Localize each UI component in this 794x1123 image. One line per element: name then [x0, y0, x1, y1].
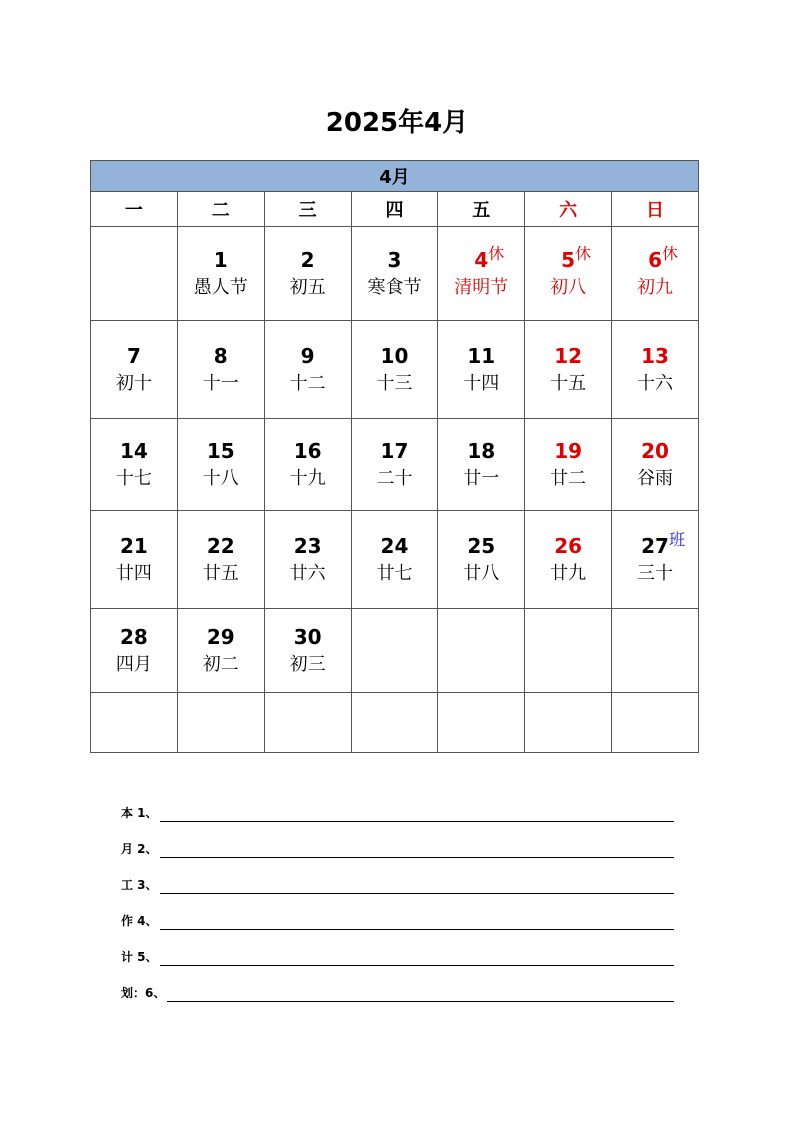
lunar-date: 廿七 [376, 562, 413, 584]
day-number [641, 529, 685, 560]
day-number [294, 623, 322, 651]
day-cell [438, 321, 525, 419]
plan-line-field[interactable] [160, 843, 674, 858]
day-number-text: 23 [293, 533, 322, 558]
day-cell [351, 511, 438, 609]
day-number-text: 5 [561, 247, 576, 272]
lunar-date: 廿六 [289, 562, 326, 584]
day-number-text: 12 [554, 343, 583, 368]
day-cell [91, 511, 178, 609]
day-number-text: 9 [300, 343, 315, 368]
lunar-date: 十四 [463, 372, 500, 394]
empty-day-cell [264, 693, 351, 753]
day-number-text: 22 [206, 533, 235, 558]
day-number [554, 437, 582, 465]
day-number-text: 17 [380, 438, 409, 463]
weekday-header: 一 [91, 192, 178, 227]
day-cell [264, 511, 351, 609]
weekday-header: 日 [612, 192, 699, 227]
holiday-tag: 休 [488, 243, 505, 263]
day-cell [438, 511, 525, 609]
monthly-plan-notes [121, 786, 674, 1002]
plan-line [121, 930, 674, 966]
lunar-date: 十五 [550, 372, 587, 394]
workday-tag: 班 [668, 529, 685, 549]
empty-day-cell [177, 693, 264, 753]
day-number-text: 3 [387, 247, 402, 272]
empty-day-cell [91, 693, 178, 753]
day-number [381, 437, 409, 465]
day-number [301, 246, 315, 274]
day-number-text: 28 [120, 624, 148, 649]
empty-day-cell [351, 609, 438, 693]
day-cell [525, 419, 612, 511]
plan-line-field[interactable] [160, 879, 674, 894]
day-cell [91, 321, 178, 419]
plan-line [121, 858, 674, 894]
lunar-date: 廿四 [115, 562, 152, 584]
plan-line [121, 966, 674, 1002]
day-number [381, 342, 409, 370]
day-number [387, 246, 401, 274]
day-number [120, 437, 148, 465]
lunar-date: 初八 [550, 276, 587, 298]
lunar-date: 寒食节 [367, 276, 422, 298]
plan-line-label: 划：6、 [121, 986, 166, 1000]
day-number-text: 1 [213, 247, 228, 272]
lunar-date: 二十 [376, 467, 413, 489]
plan-line-field[interactable] [160, 951, 674, 966]
day-number [474, 243, 505, 274]
plan-line-field[interactable] [160, 915, 674, 930]
empty-day-cell [438, 693, 525, 753]
day-cell [91, 609, 178, 693]
day-number [554, 342, 582, 370]
day-number-text: 15 [206, 438, 235, 463]
lunar-date: 廿五 [202, 562, 239, 584]
empty-day-cell [612, 609, 699, 693]
day-number-text: 11 [467, 343, 496, 368]
day-number-text: 6 [648, 247, 662, 272]
day-cell [351, 321, 438, 419]
lunar-date: 清明节 [454, 276, 509, 298]
day-number [467, 532, 495, 560]
day-number-text: 19 [554, 438, 583, 463]
plan-line-label: 月 2、 [121, 842, 158, 856]
week-row [91, 609, 699, 693]
weekday-row [91, 192, 699, 227]
day-number [120, 623, 148, 651]
day-cell [438, 419, 525, 511]
lunar-date: 十七 [115, 467, 152, 489]
day-number [294, 437, 322, 465]
empty-day-cell [525, 693, 612, 753]
plan-line-label: 作 4、 [121, 914, 158, 928]
day-number-text: 16 [293, 438, 322, 463]
lunar-date: 廿八 [463, 562, 500, 584]
day-cell [612, 227, 699, 321]
week-row [91, 227, 699, 321]
day-number-text: 18 [467, 438, 496, 463]
day-number-text: 20 [641, 438, 669, 463]
holiday-tag: 休 [661, 243, 678, 263]
day-number-text: 4 [474, 247, 489, 272]
lunar-date: 愚人节 [193, 276, 248, 298]
plan-line [121, 894, 674, 930]
day-number-text: 13 [641, 343, 669, 368]
day-cell [177, 609, 264, 693]
day-cell [264, 419, 351, 511]
day-cell [351, 227, 438, 321]
day-cell [91, 419, 178, 511]
day-cell [177, 227, 264, 321]
month-header-row [91, 161, 699, 192]
day-number [641, 342, 669, 370]
day-number [120, 532, 148, 560]
day-number [214, 342, 228, 370]
plan-line [121, 822, 674, 858]
day-number-text: 30 [293, 624, 322, 649]
day-cell [612, 511, 699, 609]
day-number-text: 25 [467, 533, 496, 558]
lunar-date: 十一 [202, 372, 239, 394]
lunar-date: 廿九 [550, 562, 587, 584]
plan-line [121, 786, 674, 822]
lunar-date: 初五 [289, 276, 326, 298]
page-title: 2025年4月 [325, 108, 469, 138]
day-number [467, 342, 495, 370]
weekday-header: 四 [351, 192, 438, 227]
day-cell [177, 321, 264, 419]
plan-line-field[interactable] [160, 807, 674, 822]
day-cell [351, 419, 438, 511]
lunar-date: 廿二 [550, 467, 587, 489]
day-number [641, 437, 669, 465]
lunar-date: 十八 [202, 467, 239, 489]
empty-day-cell [438, 609, 525, 693]
day-number-text: 21 [120, 533, 148, 558]
day-number [207, 532, 235, 560]
day-number-text: 7 [126, 343, 141, 368]
day-number-text: 24 [380, 533, 409, 558]
weekday-header: 三 [264, 192, 351, 227]
day-cell [438, 227, 525, 321]
lunar-date: 四月 [115, 653, 152, 675]
lunar-date: 初九 [637, 276, 674, 298]
lunar-date: 初十 [115, 372, 152, 394]
week-row [91, 419, 699, 511]
day-number [467, 437, 495, 465]
day-number [554, 532, 582, 560]
day-cell [177, 419, 264, 511]
day-number [207, 437, 235, 465]
lunar-date: 初三 [289, 653, 326, 675]
day-number [561, 243, 592, 274]
plan-line-label: 本 1、 [121, 806, 158, 820]
lunar-date: 三十 [637, 562, 674, 584]
empty-day-cell [91, 227, 178, 321]
day-number [294, 532, 322, 560]
empty-day-cell [351, 693, 438, 753]
week-row [91, 321, 699, 419]
weekday-header: 二 [177, 192, 264, 227]
lunar-date: 十九 [289, 467, 326, 489]
weekday-header: 五 [438, 192, 525, 227]
day-number-text: 14 [120, 438, 148, 463]
day-cell [264, 609, 351, 693]
lunar-date: 十二 [289, 372, 326, 394]
day-cell [612, 321, 699, 419]
month-header: 4月 [91, 161, 699, 192]
week-row [91, 693, 699, 753]
day-number [648, 243, 678, 274]
lunar-date: 谷雨 [637, 467, 674, 489]
day-number [381, 532, 409, 560]
day-number-text: 10 [380, 343, 409, 368]
day-cell [264, 227, 351, 321]
day-number [207, 623, 235, 651]
lunar-date: 十三 [376, 372, 413, 394]
empty-day-cell [612, 693, 699, 753]
day-cell [264, 321, 351, 419]
calendar-table [90, 160, 699, 753]
lunar-date: 初二 [202, 653, 239, 675]
day-number-text: 8 [213, 343, 228, 368]
day-number-text: 2 [300, 247, 315, 272]
holiday-tag: 休 [575, 243, 592, 263]
day-number-text: 29 [206, 624, 235, 649]
day-number [127, 342, 141, 370]
day-number-text: 26 [554, 533, 583, 558]
day-number-text: 27 [641, 533, 669, 558]
lunar-date: 十六 [637, 372, 674, 394]
plan-line-label: 工 3、 [121, 878, 158, 892]
day-cell [525, 511, 612, 609]
lunar-date: 廿一 [463, 467, 500, 489]
day-cell [525, 321, 612, 419]
plan-line-label: 计 5、 [121, 950, 158, 964]
day-cell [177, 511, 264, 609]
day-cell [612, 419, 699, 511]
week-row [91, 511, 699, 609]
weekday-header: 六 [525, 192, 612, 227]
day-number [301, 342, 315, 370]
day-number [214, 246, 228, 274]
empty-day-cell [525, 609, 612, 693]
plan-line-field[interactable] [167, 987, 674, 1002]
day-cell [525, 227, 612, 321]
